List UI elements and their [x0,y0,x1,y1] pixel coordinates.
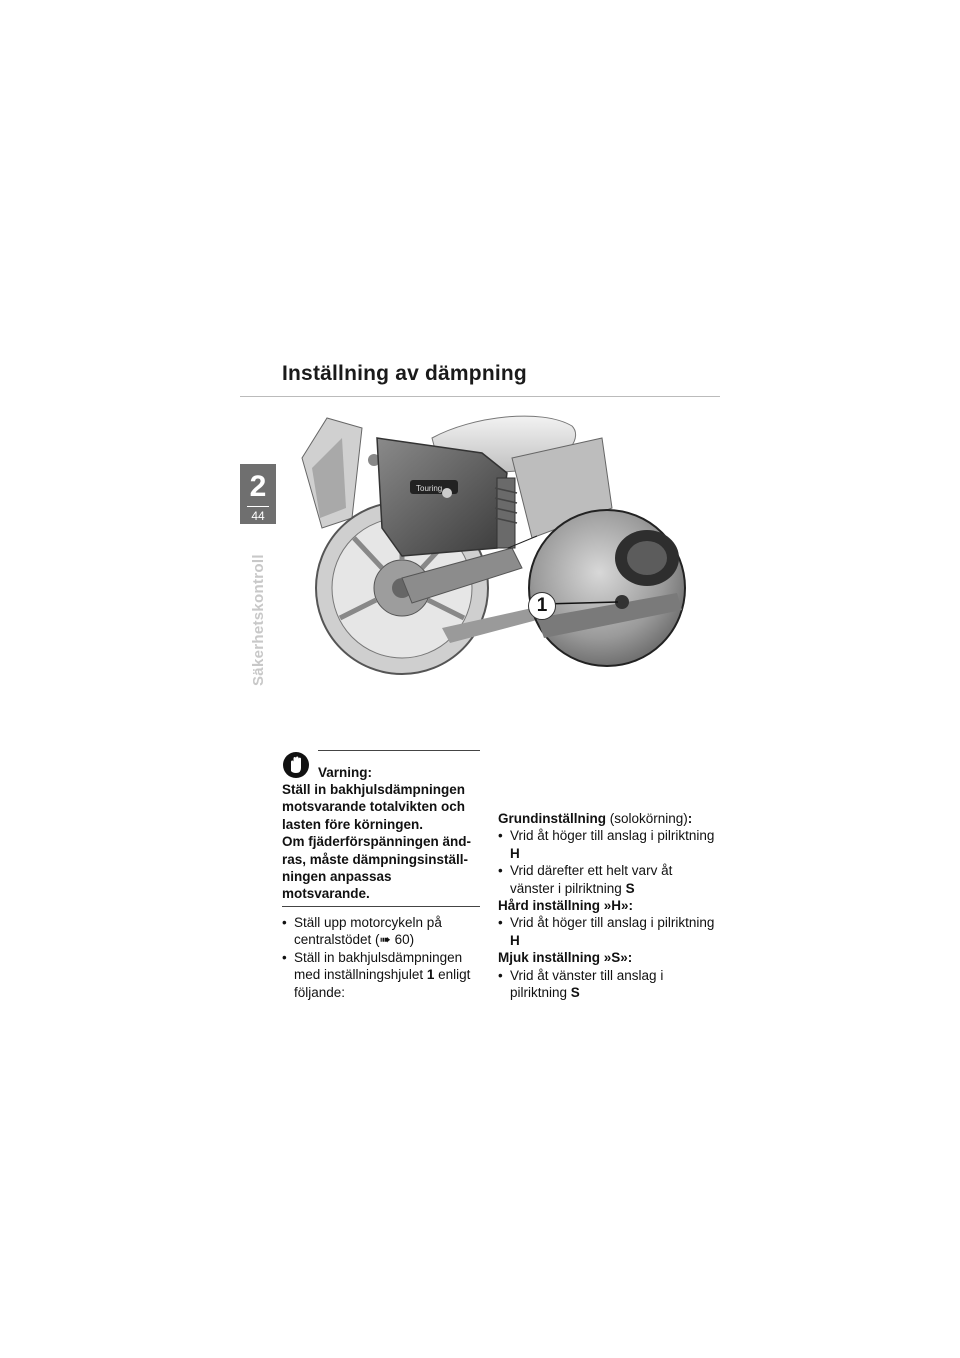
warning-line: Om fjäderförspänningen änd-ras, måste dämpningsinställ-ningen anpassas motsvarande. [282,834,472,902]
page-title: Inställning av dämpning [282,362,527,385]
warning-rule-top [318,750,480,751]
warning-label: Varning: [318,765,373,780]
list-item [282,949,488,1001]
stop-hand-icon [282,751,310,779]
warning-box [282,750,480,907]
warning-line: Ställ in bakhjulsdämpningen motsvarande totalvikten och lasten före körningen. [282,782,466,832]
bullet-dot: • [498,915,503,931]
motorcycle-rear-illustration [282,398,722,688]
chapter-tab [240,464,276,524]
callout-reference: 1 [426,967,435,983]
list-item-text: Ställ upp motorcykeln på centralstödet ( [294,915,442,948]
list-item: • Vrid åt höger till anslag i pilriktning H [498,828,715,861]
soft-setting-heading: Mjuk inställning »S»: [498,950,633,966]
instructions-right-column [498,810,718,1001]
list-item: • Vrid därefter ett helt varv åt vänster i pilriktning S [498,863,673,896]
title-divider [240,396,720,397]
bullet-dot: • [498,863,503,879]
basic-setting-heading: Grundinställning (solokörning): [498,811,693,826]
list-item-text: enligt följande: [294,967,471,1000]
warning-text [282,781,480,903]
chapter-divider [247,506,269,507]
bullet-dot: • [282,949,287,965]
bullet-dot: • [282,915,287,930]
list-item-text: Ställ in bakhjulsdämpningen med inställningshjulet [294,949,463,983]
chapter-side-label: Säkerhetskontroll [250,554,267,686]
hard-setting-heading: Hård inställning »H»: [498,898,634,914]
list-item [282,914,488,949]
bullet-dot: • [498,967,503,983]
chapter-number: 2 [249,470,267,503]
case-label: Touring [416,484,443,493]
instructions-left-column [282,914,488,1001]
page-reference: 60) [390,932,415,948]
list-item: • Vrid åt vänster till anslag i pilriktning S [498,967,664,1001]
warning-rule-bottom [282,906,480,907]
list-item: • Vrid åt höger till anslag i pilriktning H [498,915,715,948]
bullet-dot: • [498,828,503,844]
warning-header [282,755,480,779]
page-number: 44 [251,509,265,523]
page-reference-arrow-icon: ➠ [379,932,391,948]
callout-number-1: 1 [528,592,556,620]
